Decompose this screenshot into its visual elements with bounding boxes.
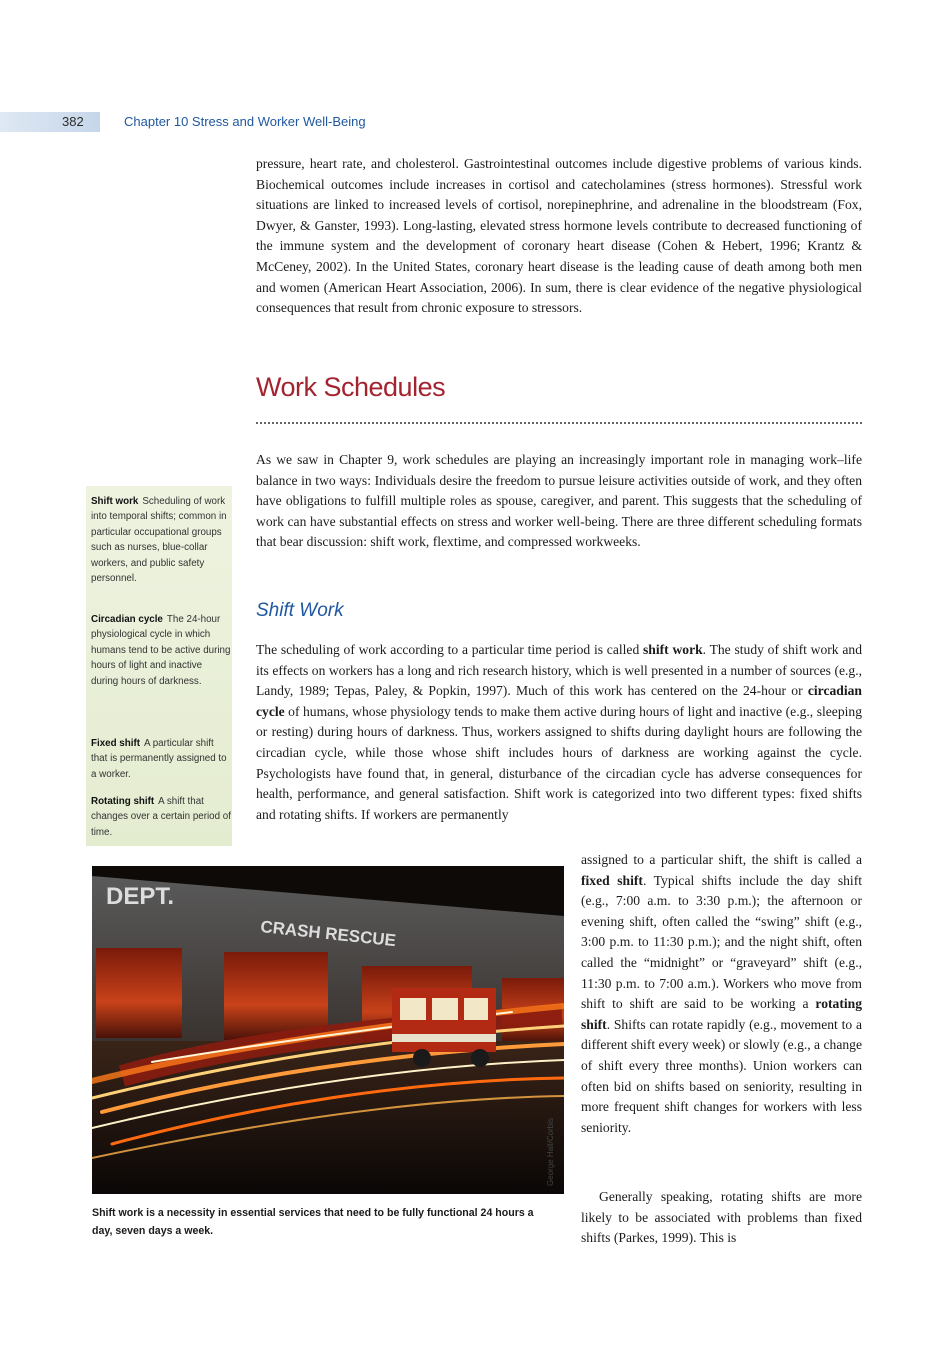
header-band (0, 112, 100, 132)
page-number: 382 (62, 114, 84, 129)
glossary-definition: The 24-hour physiological cycle in which humans tend to be active during hours of light and inactive during hours of darkness. (91, 614, 231, 687)
running-head: Chapter 10 Stress and Worker Well-Being (124, 114, 366, 129)
fire-station-photo (92, 866, 564, 1194)
figure-caption: Shift work is a necessity in essential services that need to be fully functional 24 hours a day, seven days a week. (92, 1207, 534, 1237)
subsection-title: Shift Work (256, 600, 344, 621)
key-term-shift-work: shift work (643, 642, 703, 657)
section-title: Work Schedules (256, 372, 446, 402)
glossary-term: Rotating shift (91, 796, 155, 807)
glossary-entry-shift-work (91, 494, 232, 586)
photo-credit: George Hall/Corbis (546, 1117, 555, 1186)
glossary-entry-circadian-cycle (91, 612, 232, 689)
glossary-definition: A shift that changes over a certain period of time. (91, 796, 231, 838)
key-term-fixed-shift: fixed shift (581, 872, 643, 888)
shift-work-paragraph-2: assigned to a particular shift, the shift is called a fixed shift. Typical shifts include the day shift (e.g., 7:00 a.m. to 3:30 p.m.); the afternoon or evening shift, often called the “swing” shift (e.g., 3:00 p.m. to 11:30 p.m.); and the night shift, often called the “midnight” or “graveyard” shift (e.g., 11:30 p.m. to 7:00 a.m.). Workers who move from shift to shift are said to be working a rotating shift. Shifts can rotate rapidly (e.g., movement to a different shift every week) or slowly (e.g., a change of shift every three months). Union workers can often bid on shifts based on seniority, resulting in more frequent shift changes for workers with less seniority. (581, 852, 862, 1135)
section-divider (256, 422, 862, 424)
glossary-term: Shift work (91, 496, 139, 507)
shift-work-paragraph-3: Generally speaking, rotating shifts are more likely to be associated with problems than fixed shifts (Parkes, 1999). This is (581, 1189, 862, 1246)
glossary-entry-rotating-shift (91, 794, 232, 840)
glossary-term: Fixed shift (91, 738, 140, 749)
work-schedules-paragraph: As we saw in Chapter 9, work schedules are playing an increasingly important role in managing work–life balance in two ways: Individuals desire the freedom to pursue leisure activities outside of work, and they often have obligations to fulfill multiple roles as spouse, caregiver, and parent. This suggests that the scheduling of work can have substantial effects on stress and worker well-being. There are three different scheduling formats that bear discussion: shift work, flextime, and compressed workweeks. (256, 452, 862, 550)
shift-work-paragraph-1: The scheduling of work according to a particular time period is called shift work. The study of shift work and its effects on workers has a long and rich research history, which is well presented in a number of sources (e.g., Landy, 1989; Tepas, Paley, & Popkin, 1997). Much of this work has centered on the 24-hour or circadian cycle of humans, whose physiology tends to make them active during hours of light and inactive (e.g., sleeping or resting) during hours of darkness. Thus, workers assigned to shifts during daylight hours are following the circadian cycle, while those whose shift includes hours of darkness are working against the cycle. Psychologists have found that, in general, disturbance of the circadian cycle has adverse consequences for health, performance, and general satisfaction. Shift work is categorized into two different types: fixed shifts and rotating shifts. If workers are permanently (256, 642, 862, 822)
key-term-rotating-shift: rotating shift (581, 996, 862, 1032)
glossary-entry-fixed-shift (91, 736, 232, 782)
key-term-circadian-cycle: circadian cycle (256, 683, 862, 719)
glossary-definition: Scheduling of work into temporal shifts; common in particular occupational groups such as nurses, blue-collar workers, and public safety personnel. (91, 496, 227, 585)
intro-paragraph: pressure, heart rate, and cholesterol. Gastrointestinal outcomes include digestive problems of various kinds. Biochemical outcomes include increases in cortisol and catecholamines (stress hormones). Stressful work situations are linked to increased levels of cortisol, norepinephrine, and adrenaline in the bloodstream (Fox, Dwyer, & Ganster, 1993). Long-lasting, elevated stress hormone levels contribute to decreased functioning of the immune system and the development of coronary heart disease (Cohen & Hebert, 1996; Krantz & McCeney, 2002). In the United States, coronary heart disease is the leading cause of death among both men and women (American Heart Association, 2006). In sum, there is clear evidence of the negative physiological consequences that result from chronic exposure to stressors. (256, 156, 862, 316)
glossary-definition: A particular shift that is permanently assigned to a worker. (91, 738, 227, 780)
sign-crash-rescue: CRASH RESCUE (259, 917, 397, 951)
sign-dept: DEPT. (106, 883, 175, 910)
glossary-term: Circadian cycle (91, 614, 163, 625)
